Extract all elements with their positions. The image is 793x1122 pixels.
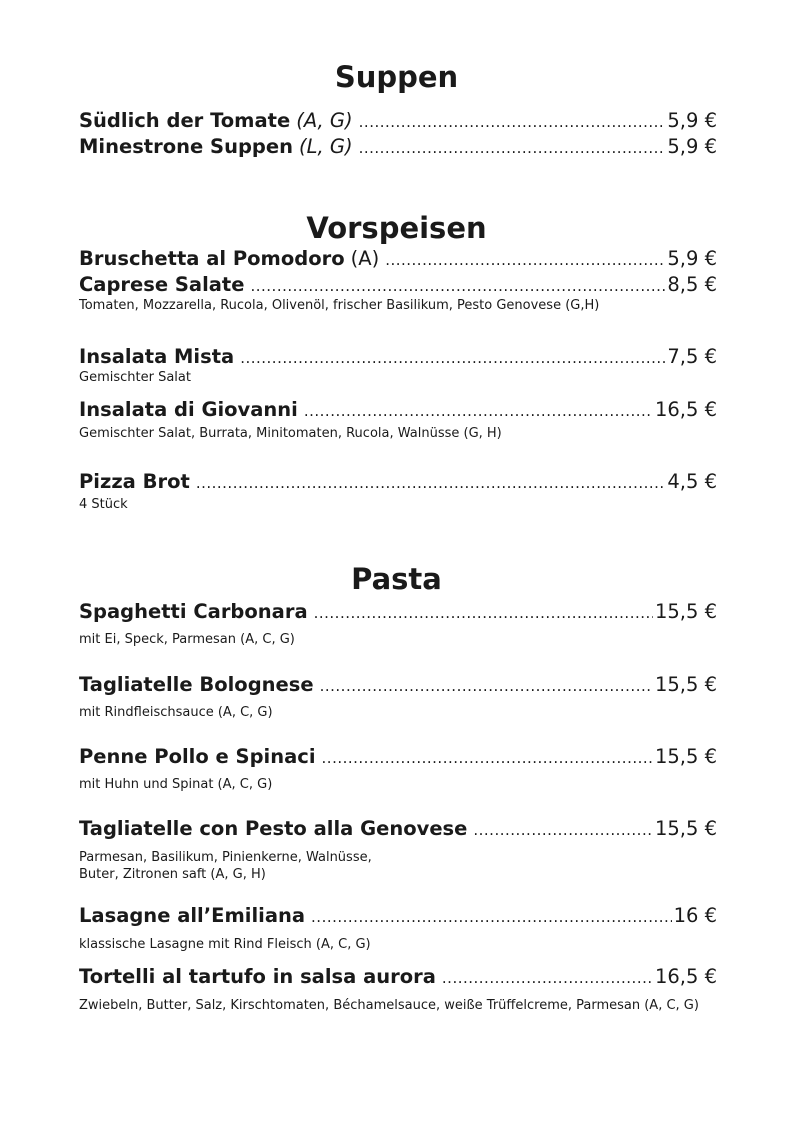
menu-item (79, 398, 717, 423)
menu-item (79, 273, 717, 298)
item-price: 15,5 € (654, 745, 717, 768)
menu-item (79, 904, 717, 929)
item-name: Tagliatelle con Pesto alla Genovese (79, 817, 468, 840)
item-price: 4,5 € (667, 470, 717, 493)
item-price: 8,5 € (667, 273, 717, 296)
dot-leader (359, 110, 666, 134)
item-name: Pizza Brot (79, 470, 190, 493)
section-title-vorspeisen: Vorspeisen (306, 211, 487, 245)
item-description: klassische Lasagne mit Rind Fleisch (A, C, G) (79, 937, 371, 952)
item-name: Penne Pollo e Spinaci (79, 745, 316, 768)
menu-item (79, 673, 717, 698)
section-title-suppen: Suppen (334, 60, 459, 94)
dot-leader (196, 471, 666, 495)
item-name: Spaghetti Carbonara (79, 600, 308, 623)
item-description: Gemischter Salat (79, 370, 191, 385)
item-description: Parmesan, Basilikum, Pinienkerne, Walnüsse, (79, 850, 372, 865)
item-price: 7,5 € (667, 345, 717, 368)
item-description: 4 Stück (79, 497, 128, 512)
dot-leader (442, 966, 653, 990)
item-name: Insalata di Giovanni (79, 398, 298, 421)
item-name: Südlich der Tomate (79, 109, 291, 132)
item-description: mit Rindfleischsauce (A, C, G) (79, 705, 273, 720)
dot-leader (385, 248, 665, 272)
section-title-pasta: Pasta (351, 562, 442, 596)
item-price: 15,5 € (654, 817, 717, 840)
item-description: Tomaten, Mozzarella, Rucola, Olivenöl, frischer Basilikum, Pesto Genovese (G,H) (79, 298, 600, 313)
item-allergens: (L, G) (299, 135, 353, 158)
dot-leader (314, 601, 653, 625)
item-price: 5,9 € (667, 247, 717, 270)
menu-item (79, 470, 717, 495)
menu-item (79, 135, 717, 160)
item-price: 15,5 € (654, 673, 717, 696)
item-price: 16 € (673, 904, 717, 927)
menu-item (79, 965, 717, 990)
dot-leader (320, 674, 653, 698)
item-price: 5,9 € (667, 109, 717, 132)
menu-item (79, 817, 717, 842)
menu-item (79, 745, 717, 770)
item-description: Zwiebeln, Butter, Salz, Kirschtomaten, Béchamelsauce, weiße Trüffelcreme, Parmesan (A, C, G) (79, 998, 699, 1013)
menu-item (79, 345, 717, 370)
item-description: mit Huhn und Spinat (A, C, G) (79, 777, 273, 792)
menu-item (79, 600, 717, 625)
dot-leader (322, 746, 653, 770)
dot-leader (240, 346, 665, 370)
item-price: 15,5 € (654, 600, 717, 623)
item-name: Insalata Mista (79, 345, 235, 368)
item-name: Minestrone Suppen (79, 135, 293, 158)
item-description: Gemischter Salat, Burrata, Minitomaten, Rucola, Walnüsse (G, H) (79, 426, 502, 441)
item-name: Tortelli al tartufo in salsa aurora (79, 965, 436, 988)
dot-leader (311, 905, 672, 929)
dot-leader (304, 399, 653, 423)
dot-leader (473, 818, 653, 842)
item-allergens: (A, G) (296, 109, 353, 132)
item-price: 5,9 € (667, 135, 717, 158)
item-price: 16,5 € (654, 965, 717, 988)
dot-leader (359, 136, 666, 160)
item-name: Lasagne all’Emiliana (79, 904, 306, 927)
item-name: Tagliatelle Bolognese (79, 673, 314, 696)
item-description-line2: Buter, Zitronen saft (A, G, H) (79, 867, 266, 882)
item-allergens: (A) (350, 247, 380, 270)
dot-leader (250, 274, 665, 298)
item-description: mit Ei, Speck, Parmesan (A, C, G) (79, 632, 295, 647)
item-price: 16,5 € (654, 398, 717, 421)
item-name: Bruschetta al Pomodoro (79, 247, 345, 270)
menu-item (79, 109, 717, 134)
item-name: Caprese Salate (79, 273, 245, 296)
menu-item (79, 247, 717, 272)
